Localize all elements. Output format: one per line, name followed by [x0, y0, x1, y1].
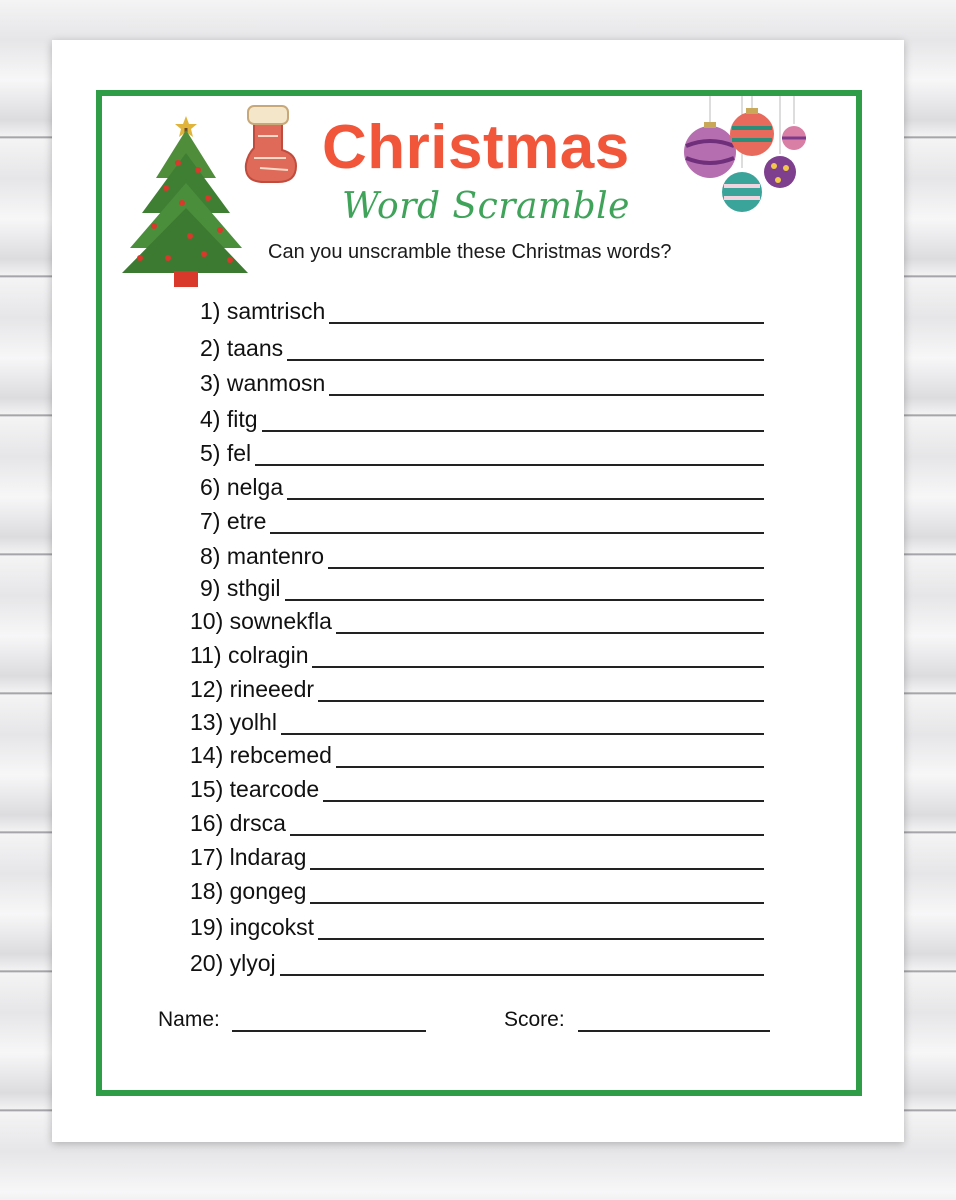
scramble-word — [190, 844, 310, 871]
scrambled-letters: sownekfla — [229, 608, 332, 634]
scramble-word — [190, 676, 318, 703]
score-label: Score: — [504, 1008, 565, 1031]
item-number: 5) — [200, 440, 221, 466]
scrambled-letters: sthgil — [226, 575, 281, 601]
page-title: Christmas — [322, 113, 630, 182]
item-number: 19) — [190, 914, 224, 940]
scramble-item — [0, 642, 956, 672]
scramble-word — [200, 474, 287, 501]
scrambled-letters: colragin — [227, 642, 309, 668]
scrambled-letters: ingcokst — [229, 914, 315, 940]
item-number: 14) — [190, 742, 224, 768]
scramble-word — [200, 298, 329, 325]
item-number: 17) — [190, 844, 224, 870]
ornaments-icon — [682, 96, 810, 216]
item-number: 8) — [200, 543, 221, 569]
scramble-item — [0, 844, 956, 874]
answer-line[interactable] — [220, 532, 764, 534]
scramble-word — [190, 608, 336, 635]
answer-line[interactable] — [210, 834, 764, 836]
scrambled-letters: rebcemed — [229, 742, 332, 768]
scrambled-letters: gongeg — [229, 878, 307, 904]
scramble-item — [0, 440, 956, 470]
scramble-word — [200, 406, 262, 433]
page-subtitle: Word Scramble — [342, 186, 630, 227]
scrambled-letters: fitg — [226, 406, 258, 432]
scrambled-letters: mantenro — [226, 543, 325, 569]
item-number: 20) — [190, 950, 224, 976]
scramble-word — [200, 508, 270, 535]
name-label: Name: — [158, 1008, 220, 1031]
scrambled-letters: taans — [226, 335, 284, 361]
item-number: 15) — [190, 776, 224, 802]
score-answer-line[interactable] — [578, 1030, 770, 1032]
scramble-word — [200, 370, 329, 397]
item-number: 12) — [190, 676, 224, 702]
scrambled-letters: samtrisch — [226, 298, 326, 324]
item-number: 9) — [200, 575, 221, 601]
scrambled-letters: wanmosn — [226, 370, 326, 396]
answer-line[interactable] — [220, 464, 764, 466]
scramble-item — [0, 335, 956, 365]
answer-line[interactable] — [220, 498, 764, 500]
scrambled-letters: drsca — [229, 810, 286, 836]
item-number: 18) — [190, 878, 224, 904]
scrambled-letters: lndarag — [229, 844, 307, 870]
scramble-word — [200, 440, 255, 467]
item-number: 6) — [200, 474, 221, 500]
scramble-item — [0, 406, 956, 436]
scramble-item — [0, 914, 956, 944]
scramble-item — [0, 709, 956, 739]
scrambled-letters: rineeedr — [229, 676, 315, 702]
answer-line[interactable] — [210, 733, 764, 735]
answer-line[interactable] — [220, 359, 764, 361]
scrambled-letters: yolhl — [229, 709, 277, 735]
scrambled-letters: tearcode — [229, 776, 320, 802]
scramble-item — [0, 878, 956, 908]
scramble-item — [0, 676, 956, 706]
christmas-tree-icon — [120, 108, 250, 293]
scramble-item — [0, 298, 956, 328]
scramble-word — [190, 810, 290, 837]
item-number: 7) — [200, 508, 221, 534]
scrambled-letters: fel — [226, 440, 252, 466]
scramble-item — [0, 776, 956, 806]
scrambled-letters: ylyoj — [229, 950, 276, 976]
scramble-item — [0, 950, 956, 980]
instructions-text: Can you unscramble these Christmas words? — [268, 241, 672, 263]
item-number: 16) — [190, 810, 224, 836]
scramble-word — [190, 776, 323, 803]
scramble-word — [190, 914, 318, 941]
scramble-word — [190, 742, 336, 769]
scramble-word — [190, 950, 280, 977]
scramble-word — [190, 709, 281, 736]
item-number: 11) — [190, 642, 222, 668]
scrambled-letters: etre — [226, 508, 267, 534]
scrambled-letters: nelga — [226, 474, 284, 500]
item-number: 4) — [200, 406, 221, 432]
scramble-word — [200, 543, 328, 570]
item-number: 13) — [190, 709, 224, 735]
scramble-word — [200, 575, 285, 602]
scramble-word — [190, 642, 312, 669]
item-number: 3) — [200, 370, 221, 396]
scramble-item — [0, 508, 956, 538]
scramble-word — [190, 878, 310, 905]
scramble-item — [0, 608, 956, 638]
answer-line[interactable] — [210, 974, 764, 976]
item-number: 1) — [200, 298, 221, 324]
scramble-item — [0, 474, 956, 504]
scramble-word — [200, 335, 287, 362]
item-number: 10) — [190, 608, 224, 634]
item-number: 2) — [200, 335, 221, 361]
answer-line[interactable] — [220, 430, 764, 432]
scramble-item — [0, 742, 956, 772]
stocking-icon — [240, 102, 302, 186]
name-answer-line[interactable] — [232, 1030, 426, 1032]
answer-line[interactable] — [220, 599, 764, 601]
scramble-item — [0, 543, 956, 573]
scramble-item — [0, 810, 956, 840]
scramble-item — [0, 575, 956, 605]
scramble-item — [0, 370, 956, 400]
